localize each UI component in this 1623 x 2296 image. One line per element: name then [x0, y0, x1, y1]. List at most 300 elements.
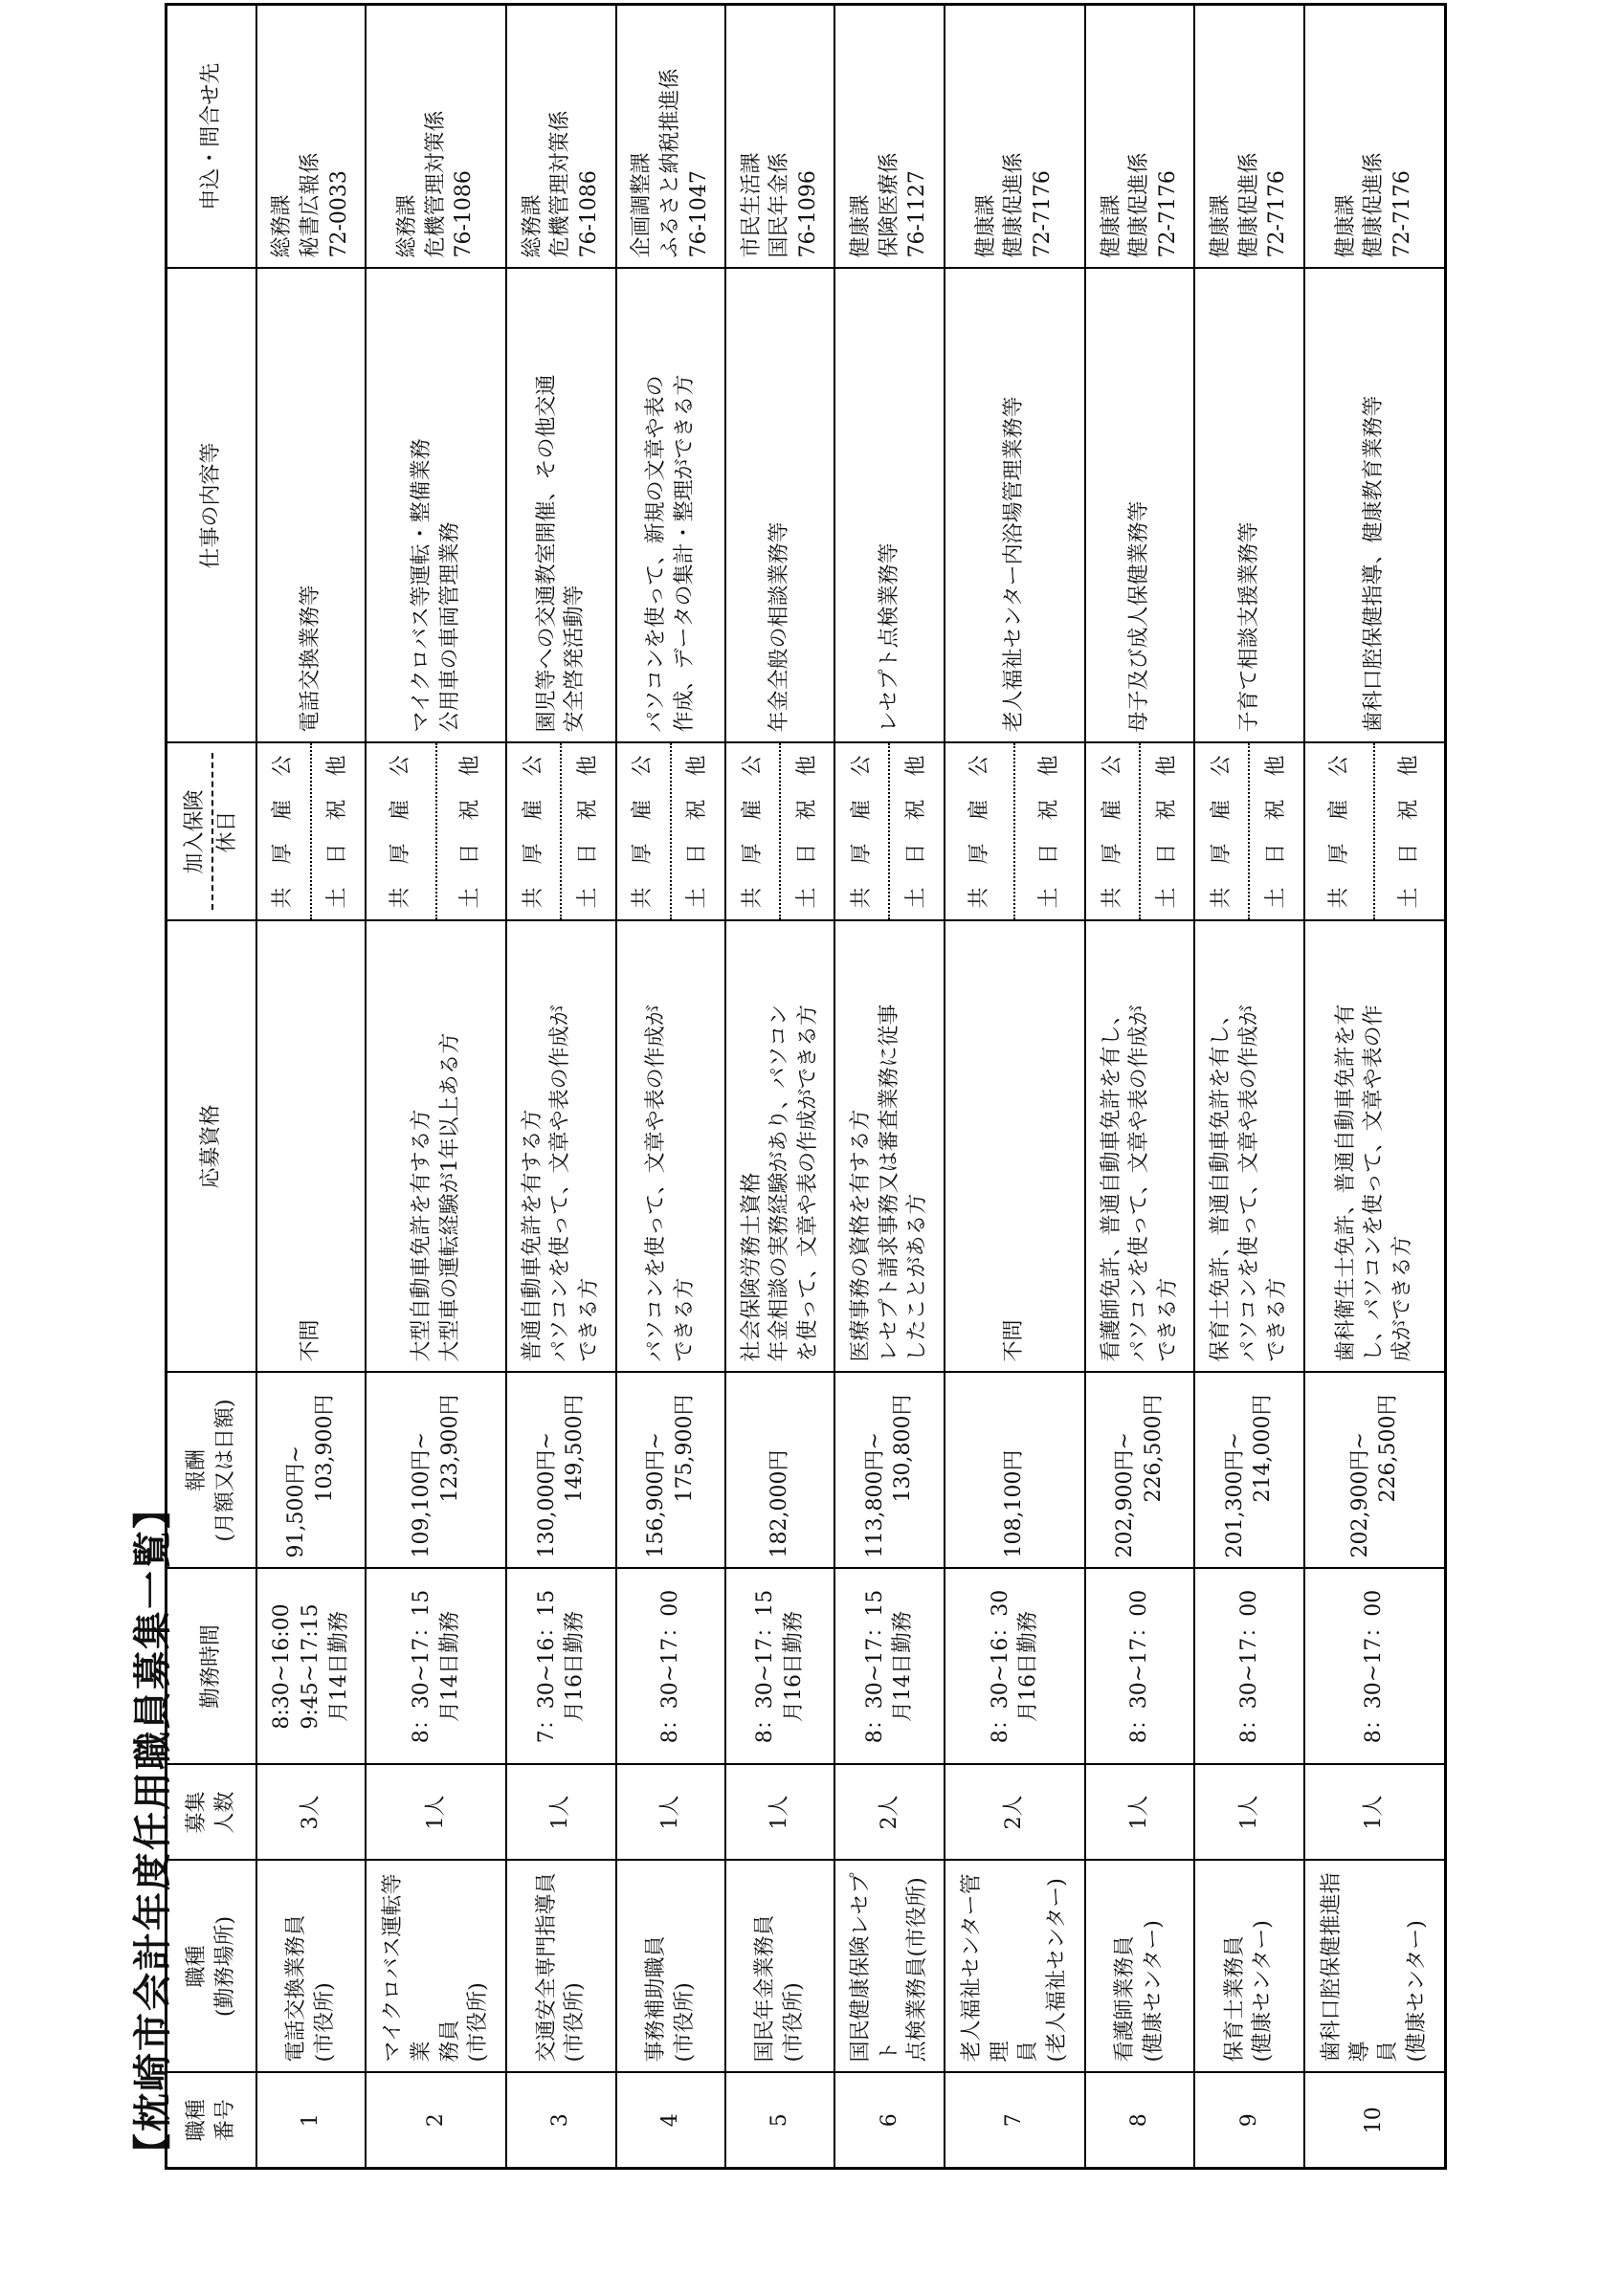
insurance-label: 厚 — [1100, 843, 1124, 865]
contact-info — [834, 5, 944, 269]
insurance-holidays-inner — [257, 744, 365, 920]
contact-info-line: 秘書広報係 — [298, 152, 322, 258]
insurance-holidays — [1194, 743, 1303, 921]
pay-from: 201,300円~ — [1222, 1432, 1247, 1558]
header-count-line1: 募集 — [185, 1791, 210, 1834]
insurance-holidays-inner — [1195, 744, 1302, 920]
job-title-line: 歯科口腔保健推進指導 — [1319, 1872, 1372, 2063]
holiday-label: 祝 — [685, 799, 710, 821]
insurance-label: 公 — [967, 755, 991, 777]
qualification — [506, 921, 615, 1373]
insurance-label: 公 — [849, 755, 874, 777]
holiday-label: 土 — [1264, 887, 1289, 909]
recruit-count: 1人 — [1304, 1765, 1446, 1861]
table-row — [256, 5, 366, 2169]
job-title-line: 電話交換業務員 — [283, 1914, 308, 2063]
contact-info-line: 健康促進係 — [1362, 152, 1387, 258]
work-hours — [366, 1569, 506, 1765]
job-title — [616, 1861, 725, 2073]
work-hours — [1194, 1569, 1303, 1765]
insurance-row — [257, 744, 312, 920]
insurance-label: 共 — [1100, 887, 1124, 909]
pay-to: 214,000円 — [1251, 1394, 1276, 1503]
header-job-line2: (勤務場所) — [212, 1915, 237, 2018]
job-title — [1304, 1861, 1446, 2073]
insurance-holidays-inner — [835, 744, 943, 920]
pay-from: 202,900円~ — [1113, 1432, 1138, 1558]
recruitment-table-container — [165, 6, 1447, 2170]
contact-info — [1304, 5, 1446, 269]
insurance-label: 共 — [521, 887, 545, 909]
work-hours — [256, 1569, 366, 1765]
header-insurance-line2: 休日 — [215, 810, 240, 853]
pay-to: 130,800円 — [891, 1394, 916, 1503]
holiday-row — [672, 744, 724, 920]
qualification-line: したことがある方 — [905, 1193, 930, 1362]
holiday-label: 祝 — [325, 799, 350, 821]
qualification-line: を使って、文章や表の作成ができる方 — [795, 1004, 820, 1362]
qualification-line: 年金相談の実務経験があり、パソコン — [767, 1004, 792, 1362]
pay-from: 108,100円 — [1002, 1449, 1027, 1558]
job-title — [506, 1861, 615, 2073]
qualification-line: 医療事務の資格を有する方 — [848, 1109, 873, 1362]
insurance-label: 共 — [271, 887, 296, 909]
work-hours-line: 8：30~17：00 — [657, 1589, 682, 1744]
qualification-line: 成ができる方 — [1390, 1235, 1415, 1362]
insurance-label: 厚 — [521, 843, 545, 865]
work-hours — [616, 1569, 725, 1765]
contact-info-line: 76-1086 — [452, 170, 477, 258]
insurance-label: 共 — [967, 887, 991, 909]
holiday-label: 他 — [1397, 755, 1422, 777]
table-row — [1194, 5, 1303, 2169]
contact-info-line: 76-1086 — [577, 170, 602, 258]
holiday-label: 土 — [1037, 887, 1062, 909]
job-title-line: 員 — [1016, 2041, 1041, 2063]
holiday-row — [312, 744, 365, 920]
insurance-label: 公 — [1209, 755, 1234, 777]
qualification-line: し、パソコンを使って、文章や表の作 — [1362, 1004, 1387, 1362]
table-row — [366, 5, 506, 2169]
work-hours-line: 月16日勤務 — [782, 1611, 807, 1722]
job-title — [725, 1861, 834, 2073]
header-hours: 勤務時間 — [167, 1569, 256, 1765]
qualification-line: できる方 — [1155, 1277, 1180, 1362]
job-description-line: 歯科口腔保健指導、健康教育業務等 — [1362, 395, 1387, 733]
job-title — [945, 1861, 1085, 2073]
insurance-row — [945, 744, 1016, 920]
insurance-label: 厚 — [271, 843, 296, 865]
insurance-label: 公 — [1326, 755, 1351, 777]
holiday-row — [1375, 744, 1444, 920]
holiday-label: 他 — [325, 755, 350, 777]
insurance-label: 厚 — [967, 843, 991, 865]
contact-info-line: 72-7176 — [1390, 170, 1415, 258]
insurance-label: 雇 — [967, 799, 991, 821]
job-number: 10 — [1304, 2073, 1446, 2169]
job-description-line: 子育て相談支援業務等 — [1236, 521, 1261, 733]
holiday-label: 他 — [904, 755, 929, 777]
job-description — [366, 269, 506, 743]
insurance-label: 共 — [849, 887, 874, 909]
header-insurance — [167, 743, 256, 921]
holiday-label: 土 — [1154, 887, 1179, 909]
job-number: 7 — [945, 2073, 1085, 2169]
job-description-line: パソコンを使って、新規の文章や表の — [644, 375, 668, 733]
job-description-line: 安全啓発活動等 — [563, 585, 588, 733]
job-title-line: (健康センター) — [1142, 1920, 1167, 2063]
pay-amount — [366, 1373, 506, 1569]
work-hours-line: 月16日勤務 — [1016, 1611, 1041, 1722]
insurance-row — [617, 744, 672, 920]
work-hours-line: 月16日勤務 — [563, 1611, 588, 1722]
qualification — [616, 921, 725, 1373]
contact-info-line: 72-7176 — [1031, 170, 1056, 258]
work-hours — [945, 1569, 1085, 1765]
header-qualification: 応募資格 — [167, 921, 256, 1373]
holiday-label: 祝 — [458, 799, 483, 821]
job-title — [834, 1861, 944, 2073]
recruit-count: 1人 — [506, 1765, 615, 1861]
work-hours-line: 8：30~17：00 — [1236, 1589, 1261, 1744]
qualification — [1304, 921, 1446, 1373]
pay-amount — [506, 1373, 615, 1569]
holiday-label: 日 — [458, 843, 483, 865]
job-title-line: マイクロバス運転等業 — [381, 1873, 434, 2063]
insurance-label: 共 — [1209, 887, 1234, 909]
qualification — [256, 921, 366, 1373]
header-job — [167, 1861, 256, 2073]
recruit-count: 2人 — [834, 1765, 944, 1861]
contact-info — [506, 5, 615, 269]
contact-info-line: 健康促進係 — [1236, 152, 1261, 258]
holiday-label: 日 — [325, 843, 350, 865]
contact-info — [616, 5, 725, 269]
work-hours-line: 9:45~17:15 — [298, 1603, 322, 1730]
insurance-label: 雇 — [849, 799, 874, 821]
insurance-holidays — [1085, 743, 1194, 921]
insurance-holidays — [834, 743, 944, 921]
insurance-label: 雇 — [388, 799, 412, 821]
holiday-label: 日 — [1264, 843, 1289, 865]
contact-info-line: 保険医療係 — [877, 152, 901, 258]
insurance-holidays — [945, 743, 1085, 921]
contact-info-line: 健康課 — [848, 194, 873, 258]
recruit-count: 1人 — [1085, 1765, 1194, 1861]
insurance-label: 厚 — [631, 843, 656, 865]
insurance-holidays-inner — [726, 744, 834, 920]
pay-amount — [1194, 1373, 1303, 1569]
contact-info-line: 健康促進係 — [1002, 152, 1027, 258]
insurance-label: 厚 — [849, 843, 874, 865]
holiday-row — [1250, 744, 1302, 920]
holiday-label: 土 — [685, 887, 710, 909]
insurance-holidays-inner — [367, 744, 505, 920]
recruit-count: 1人 — [725, 1765, 834, 1861]
job-number: 9 — [1194, 2073, 1303, 2169]
contact-info-line: 72-7176 — [1155, 170, 1180, 258]
holiday-label: 祝 — [1154, 799, 1179, 821]
pay-amount — [256, 1373, 366, 1569]
contact-info-line: 健康課 — [973, 194, 998, 258]
table-row — [945, 5, 1085, 2169]
header-pay-line1: 報酬 — [185, 1449, 210, 1492]
insurance-label: 厚 — [740, 843, 765, 865]
insurance-label: 雇 — [271, 799, 296, 821]
insurance-label: 公 — [388, 755, 412, 777]
holiday-label: 土 — [794, 887, 819, 909]
table-row — [1085, 5, 1194, 2169]
work-hours-line: 8:30~16:00 — [270, 1603, 295, 1730]
header-count-line2: 人数 — [212, 1791, 237, 1834]
insurance-label: 雇 — [521, 799, 545, 821]
holiday-label: 他 — [685, 755, 710, 777]
header-insurance-line1: 加入保険 — [181, 754, 214, 911]
job-description-line: 電話交換業務等 — [298, 585, 322, 733]
job-title-line: 国民健康保険レセプト — [848, 1872, 901, 2063]
qualification-line: できる方 — [672, 1277, 697, 1362]
qualification-line: パソコンを使って、文章や表の作成が — [1236, 1004, 1261, 1362]
table-body — [256, 5, 1446, 2169]
pay-amount — [725, 1373, 834, 1569]
pay-to: 149,500円 — [563, 1394, 588, 1503]
contact-info-line: 72-7176 — [1265, 170, 1290, 258]
job-description-line: 園児等への交通教室開催、その他交通 — [534, 374, 559, 733]
header-num — [167, 2073, 256, 2169]
job-title-line: (市役所) — [466, 1982, 491, 2063]
qualification — [834, 921, 944, 1373]
job-description — [945, 269, 1085, 743]
qualification — [1085, 921, 1194, 1373]
contact-info — [1085, 5, 1194, 269]
holiday-row — [1141, 744, 1193, 920]
insurance-row — [507, 744, 562, 920]
insurance-holidays-inner — [1305, 744, 1444, 920]
job-title-line: (市役所) — [782, 1982, 807, 2063]
job-description-line: 母子及び成人保健業務等 — [1127, 500, 1152, 733]
qualification-line: パソコンを使って、文章や表の作成が — [548, 1004, 573, 1362]
holiday-label: 土 — [325, 887, 350, 909]
contact-info — [1194, 5, 1303, 269]
table-row — [1304, 5, 1446, 2169]
job-number: 8 — [1085, 2073, 1194, 2169]
contact-info-line: 危機管理対策係 — [423, 110, 448, 258]
insurance-label: 公 — [271, 755, 296, 777]
contact-info-line: 健康促進係 — [1127, 152, 1152, 258]
holiday-label: 日 — [1154, 843, 1179, 865]
work-hours-line: 8：30~17：15 — [409, 1589, 434, 1744]
contact-info-line: 国民年金係 — [767, 152, 792, 258]
holiday-label: 土 — [458, 887, 483, 909]
insurance-row — [1195, 744, 1250, 920]
job-description — [725, 269, 834, 743]
job-description — [1085, 269, 1194, 743]
header-contact: 申込・問合せ先 — [167, 5, 256, 269]
insurance-holidays — [366, 743, 506, 921]
pay-amount — [945, 1373, 1085, 1569]
contact-info — [256, 5, 366, 269]
job-title-line: 点検業務員(市役所) — [905, 1877, 930, 2063]
insurance-label: 共 — [631, 887, 656, 909]
pay-from: 109,100円~ — [409, 1432, 434, 1558]
insurance-label: 共 — [1326, 887, 1351, 909]
pay-to: 123,900円 — [437, 1394, 462, 1503]
header-row — [167, 5, 256, 2169]
job-title-line: (市役所) — [563, 1982, 588, 2063]
insurance-label: 共 — [388, 887, 412, 909]
holiday-label: 祝 — [1264, 799, 1289, 821]
contact-info — [725, 5, 834, 269]
holiday-row — [437, 744, 506, 920]
insurance-holidays — [725, 743, 834, 921]
contact-info-line: 総務課 — [520, 194, 545, 258]
insurance-holidays-inner — [617, 744, 724, 920]
work-hours-line: 7：30~16：15 — [534, 1589, 559, 1744]
qualification-line: できる方 — [577, 1277, 602, 1362]
job-title-line: (市役所) — [672, 1982, 697, 2063]
job-description-line: 年金全般の相談業務等 — [767, 521, 792, 733]
contact-info-line: 健康課 — [1099, 194, 1123, 258]
holiday-label: 土 — [1397, 887, 1422, 909]
work-hours — [725, 1569, 834, 1765]
qualification-line: 大型自動車免許を有する方 — [409, 1109, 434, 1362]
job-title — [256, 1861, 366, 2073]
qualification-line: レセプト請求事務又は審査業務に従事 — [877, 1004, 901, 1362]
qualification-line: できる方 — [1265, 1277, 1290, 1362]
qualification-line: 社会保険労務士資格 — [739, 1172, 764, 1362]
insurance-holidays — [256, 743, 366, 921]
work-hours — [506, 1569, 615, 1765]
job-title-line: (健康センター) — [1251, 1920, 1276, 2063]
insurance-holidays-inner — [1086, 744, 1193, 920]
job-description-line: 老人福祉センター内浴場管理業務等 — [1002, 396, 1027, 733]
holiday-label: 他 — [1154, 755, 1179, 777]
qualification-line: 不問 — [298, 1319, 322, 1362]
job-description-line: 作成、データの集計・整理ができる方 — [672, 374, 697, 733]
holiday-label: 日 — [1037, 843, 1062, 865]
contact-info-line: 健康課 — [1333, 194, 1358, 258]
job-title-line: 務員 — [437, 2020, 462, 2063]
pay-to: 226,500円 — [1142, 1394, 1167, 1503]
job-number: 4 — [616, 2073, 725, 2169]
job-number: 6 — [834, 2073, 944, 2169]
holiday-label: 祝 — [1037, 799, 1062, 821]
qualification-line: 大型車の運転経験が1年以上ある方 — [437, 1032, 462, 1362]
header-num-line2: 番号 — [212, 2099, 237, 2142]
job-title-line: 事務補助職員 — [644, 1935, 668, 2063]
contact-info-line: 総務課 — [394, 194, 419, 258]
work-hours-line: 8：30~17：15 — [862, 1589, 887, 1744]
pay-from: 91,500円~ — [283, 1446, 308, 1558]
holiday-row — [781, 744, 834, 920]
qualification-line: 保育士免許、普通自動車免許を有し、 — [1208, 1004, 1233, 1362]
qualification — [945, 921, 1085, 1373]
holiday-label: 祝 — [794, 799, 819, 821]
holiday-label: 他 — [576, 755, 601, 777]
work-hours-line: 8：30~16：30 — [988, 1589, 1012, 1744]
insurance-label: 共 — [740, 887, 765, 909]
work-hours-line: 月14日勤務 — [326, 1611, 351, 1722]
job-title-line: (健康センター) — [1404, 1920, 1429, 2063]
insurance-holidays-inner — [507, 744, 614, 920]
work-hours-line: 月14日勤務 — [437, 1611, 462, 1722]
job-description-line: 公用車の車両管理業務 — [437, 521, 462, 733]
recruitment-table — [165, 3, 1447, 2170]
recruit-count: 1人 — [1194, 1765, 1303, 1861]
work-hours-line: 月14日勤務 — [891, 1611, 916, 1722]
insurance-holidays — [506, 743, 615, 921]
qualification-line: パソコンを使って、文章や表の作成が — [644, 1004, 668, 1362]
contact-info — [945, 5, 1085, 269]
holiday-label: 祝 — [1397, 799, 1422, 821]
work-hours — [1085, 1569, 1194, 1765]
job-title-line: 保育士業務員 — [1222, 1935, 1247, 2063]
insurance-label: 厚 — [1326, 843, 1351, 865]
header-pay — [167, 1373, 256, 1569]
recruit-count: 3人 — [256, 1765, 366, 1861]
holiday-label: 他 — [458, 755, 483, 777]
job-description — [506, 269, 615, 743]
pay-to: 175,900円 — [672, 1394, 697, 1503]
pay-from: 182,000円 — [767, 1449, 792, 1558]
insurance-label: 雇 — [631, 799, 656, 821]
work-hours-line: 8：30~17：15 — [753, 1589, 778, 1744]
header-count — [167, 1765, 256, 1861]
job-number: 3 — [506, 2073, 615, 2169]
job-description — [616, 269, 725, 743]
insurance-label: 厚 — [1209, 843, 1234, 865]
qualification — [366, 921, 506, 1373]
contact-info-line: 76-1047 — [686, 170, 711, 258]
job-title-line: 老人福祉センター管理 — [959, 1873, 1012, 2063]
contact-info-line: 企画調整課 — [630, 152, 655, 258]
insurance-row — [1305, 744, 1376, 920]
insurance-label: 公 — [1100, 755, 1124, 777]
table-row — [506, 5, 615, 2169]
holiday-label: 日 — [685, 843, 710, 865]
insurance-label: 公 — [521, 755, 545, 777]
insurance-holidays — [616, 743, 725, 921]
pay-to: 103,900円 — [312, 1394, 337, 1503]
recruit-count: 1人 — [616, 1765, 725, 1861]
job-title — [1194, 1861, 1303, 2073]
recruit-count: 1人 — [366, 1765, 506, 1861]
pay-from: 202,900円~ — [1347, 1432, 1372, 1558]
pay-from: 130,000円~ — [534, 1432, 559, 1558]
work-hours — [834, 1569, 944, 1765]
job-description — [834, 269, 944, 743]
contact-info-line: 76-1096 — [795, 170, 820, 258]
job-title-line: (老人福祉センター) — [1044, 1878, 1069, 2063]
contact-info-line: 76-1127 — [905, 170, 930, 258]
pay-from: 113,800円~ — [862, 1432, 887, 1558]
pay-amount — [834, 1373, 944, 1569]
holiday-row — [562, 744, 614, 920]
qualification-line: 普通自動車免許を有する方 — [520, 1109, 545, 1362]
work-hours-line: 8：30~17：00 — [1127, 1589, 1152, 1744]
pay-to: 226,500円 — [1376, 1394, 1401, 1503]
job-description — [256, 269, 366, 743]
pay-amount — [1085, 1373, 1194, 1569]
insurance-label: 雇 — [1209, 799, 1234, 821]
qualification-line: 歯科衛生士免許、普通自動車免許を有 — [1333, 1004, 1358, 1362]
contact-info-line: 健康課 — [1208, 194, 1233, 258]
holiday-row — [890, 744, 943, 920]
insurance-row — [367, 744, 437, 920]
holiday-label: 土 — [904, 887, 929, 909]
job-description-line: マイクロバス等運転・整備業務 — [409, 438, 434, 733]
insurance-label: 公 — [740, 755, 765, 777]
